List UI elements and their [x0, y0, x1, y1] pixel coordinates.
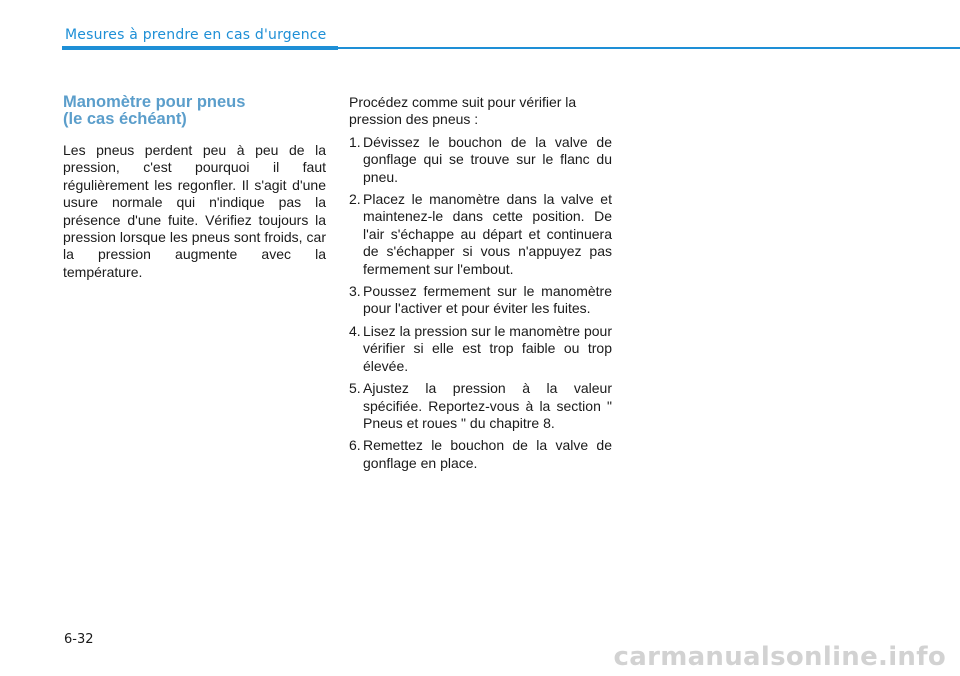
- step-item: [349, 134, 612, 186]
- step-text: Remettez le bouchon de la valve de gonflage en place.: [363, 437, 612, 471]
- section-title: Mesures à prendre en cas d'urgence: [65, 27, 327, 43]
- header-rule: [338, 47, 960, 49]
- left-column: [63, 94, 326, 281]
- instructions-intro: Procédez comme suit pour vérifier la pression des pneus :: [349, 94, 577, 128]
- section-heading: [63, 94, 326, 128]
- right-column: [349, 94, 612, 477]
- step-text: Placez le manomètre dans la valve et maintenez-le dans cette position. De l'air s'échappe au départ et continuera de s'échapper si vous n'appuyez pas fermement sur l'embout.: [363, 191, 612, 277]
- step-item: [349, 380, 612, 432]
- step-number: 2.: [349, 191, 361, 208]
- section-heading-line2: (le cas échéant): [63, 110, 187, 128]
- step-item: [349, 283, 612, 318]
- step-item: [349, 437, 612, 472]
- step-number: 6.: [349, 437, 361, 454]
- step-number: 5.: [349, 380, 361, 397]
- header-accent-bar: [62, 46, 338, 50]
- steps-list: [349, 134, 612, 472]
- step-number: 4.: [349, 322, 361, 339]
- step-text: Ajustez la pression à la valeur spécifiée. Reportez-vous à la section " Pneus et roues " du chapitre 8.: [363, 380, 612, 431]
- step-text: Dévissez le bouchon de la valve de gonflage qui se trouve sur le flanc du pneu.: [363, 133, 612, 185]
- step-item: [349, 191, 612, 278]
- watermark: carmanualsonline.info: [613, 642, 946, 672]
- step-text: Poussez fermement sur le manomètre pour l'activer et pour éviter les fuites.: [363, 283, 612, 317]
- step-number: 3.: [349, 283, 361, 300]
- step-number: 1.: [349, 133, 361, 150]
- step-text: Lisez la pression sur le manomètre pour vérifier si elle est trop faible ou trop élevée.: [363, 322, 613, 374]
- section-heading-line1: Manomètre pour pneus: [63, 93, 246, 111]
- step-item: [349, 323, 612, 375]
- body-paragraph: Les pneus perdent peu à peu de la pression, c'est pourquoi il faut régulièrement les regonfler. Il s'agit d'une usure normale qui n'indique pas la présence d'une fuite. Vérifiez toujours la pression lorsque les pneus sont froids, car la pression augmente avec la température.: [63, 142, 326, 280]
- page-number: 6-32: [64, 632, 94, 647]
